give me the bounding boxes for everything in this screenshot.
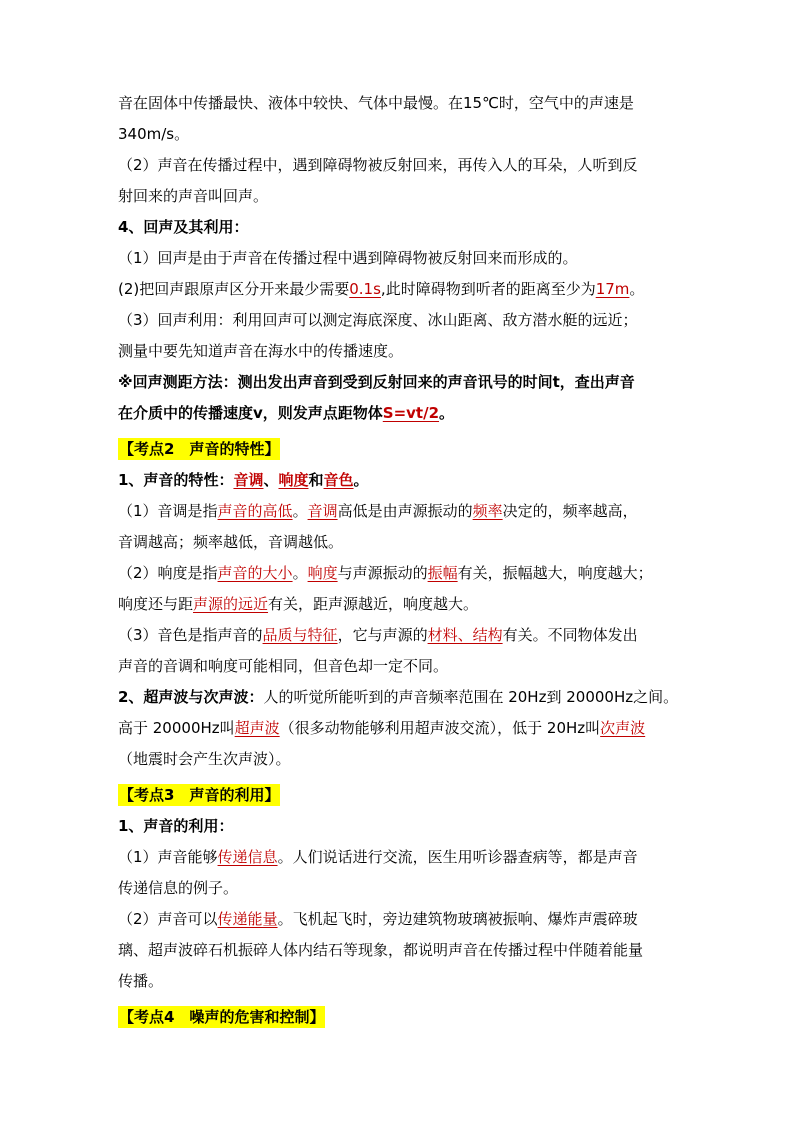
text-segment: 传递信息的例子。 (118, 879, 239, 897)
text-segment: （地震时会产生次声波）。 (118, 750, 291, 768)
text-segment: 高于 20000Hz叫 (118, 719, 235, 737)
key-term: 材料、结构 (427, 626, 503, 644)
key-term: S=vt/2 (382, 404, 440, 422)
text-segment: 340m/s。 (118, 125, 190, 143)
text-segment: 射回来的声音叫回声。 (118, 187, 269, 205)
text-segment: (2)把回声跟原声区分开来最少需要 (118, 280, 350, 298)
text-line (118, 744, 718, 775)
key-term: 品质与特征 (262, 626, 338, 644)
text-segment: 。 (629, 280, 645, 298)
text-segment: 【考点4 噪声的危害和控制】 (119, 1008, 325, 1026)
key-term: 振幅 (427, 564, 458, 582)
text-segment: 人的听觉所能听到的声音频率范围在 20Hz到 20000Hz之间。 (263, 688, 679, 706)
text-segment: 响度还与距 (118, 595, 194, 613)
text-line (118, 651, 718, 682)
text-segment: 。人们说话进行交流，医生用听诊器查病等，都是声音 (277, 848, 638, 866)
text-line (118, 682, 718, 713)
text-segment: 有关，距声源越近，响度越大。 (268, 595, 479, 613)
text-segment: 、 (263, 471, 279, 489)
document-body (118, 88, 718, 1033)
text-segment: 音调越高；频率越低，音调越低。 (118, 533, 344, 551)
text-segment: （1）回声是由于声音在传播过程中遇到障碍物被反射回来而形成的。 (118, 249, 578, 267)
text-segment: ，它与声源的 (337, 626, 428, 644)
text-segment: 。 (353, 471, 369, 489)
key-term: 音色 (323, 471, 354, 489)
text-segment: 2、超声波与次声波： (118, 688, 264, 706)
text-segment: 有关，振幅越大，响度越大； (457, 564, 653, 582)
key-term: 频率 (472, 502, 503, 520)
text-line (118, 558, 718, 589)
text-line (118, 305, 718, 336)
text-segment: 在介质中的传播速度v，则发声点距物体 (118, 404, 383, 422)
text-segment: 传播。 (118, 972, 164, 990)
text-line (118, 212, 718, 243)
text-line (118, 873, 718, 904)
key-term: 响度 (278, 471, 309, 489)
text-line (118, 243, 718, 274)
section-heading (118, 434, 718, 465)
key-term: 音调 (307, 502, 338, 520)
text-line (118, 465, 718, 496)
text-line (118, 842, 718, 873)
text-segment: （1）声音能够 (118, 848, 218, 866)
key-term: 声源的远近 (193, 595, 269, 613)
text-line (118, 589, 718, 620)
text-segment: （1）音调是指 (118, 502, 218, 520)
text-segment: 和 (308, 471, 324, 489)
text-segment: （2）响度是指 (118, 564, 218, 582)
text-line (118, 367, 718, 398)
text-line (118, 527, 718, 558)
key-term: 传递信息 (217, 848, 278, 866)
text-line (118, 620, 718, 651)
text-segment: 音在固体中传播最快、液体中较快、气体中最慢。在15℃时，空气中的声速是 (118, 94, 634, 112)
key-term: 0.1s (349, 280, 381, 298)
text-segment: （3）回声利用：利用回声可以测定海底深度、冰山距离、敌方潜水艇的远近； (118, 311, 638, 329)
text-segment: 高低是由声源振动的 (337, 502, 473, 520)
text-segment: 【考点2 声音的特性】 (119, 440, 280, 458)
text-segment: 。 (292, 564, 308, 582)
text-line (118, 88, 718, 119)
text-segment: 4、回声及其利用： (118, 218, 249, 236)
text-line (118, 336, 718, 367)
section-heading (118, 780, 718, 811)
key-term: 超声波 (234, 719, 280, 737)
text-segment: 【考点3 声音的利用】 (119, 786, 280, 804)
text-segment: 。 (292, 502, 308, 520)
text-segment: 1、声音的利用： (118, 817, 234, 835)
key-term: 音调 (233, 471, 264, 489)
text-segment: 。飞机起飞时，旁边建筑物玻璃被振响、爆炸声震碎玻 (277, 910, 638, 928)
key-term: 传递能量 (217, 910, 278, 928)
text-segment: 声音的音调和响度可能相同，但音色却一定不同。 (118, 657, 449, 675)
key-term: 次声波 (600, 719, 646, 737)
text-segment: （2）声音在传播过程中，遇到障碍物被反射回来，再传入人的耳朵，人听到反 (118, 156, 638, 174)
text-line (118, 274, 718, 305)
text-line (118, 935, 718, 966)
key-term: 响度 (307, 564, 338, 582)
text-line (118, 811, 718, 842)
text-line (118, 150, 718, 181)
text-segment: 璃、超声波碎石机振碎人体内结石等现象，都说明声音在传播过程中伴随着能量 (118, 941, 644, 959)
text-segment: 测量中要先知道声音在海水中的传播速度。 (118, 342, 404, 360)
text-segment: ,此时障碍物到听者的距离至少为 (380, 280, 596, 298)
text-segment: （2）声音可以 (118, 910, 218, 928)
text-line (118, 398, 718, 429)
key-term: 声音的高低 (217, 502, 293, 520)
text-line (118, 904, 718, 935)
text-line (118, 713, 718, 744)
key-term: 17m (595, 280, 630, 298)
text-line (118, 181, 718, 212)
text-line (118, 496, 718, 527)
section-heading (118, 1002, 718, 1033)
key-term: 声音的大小 (217, 564, 293, 582)
text-segment: ※回声测距方法：测出发出声音到受到反射回来的声音讯号的时间t，查出声音 (118, 373, 635, 391)
text-line (118, 119, 718, 150)
text-segment: 与声源振动的 (337, 564, 428, 582)
text-segment: 1、声音的特性： (118, 471, 234, 489)
text-segment: 。 (439, 404, 455, 422)
text-segment: （3）音色是指声音的 (118, 626, 263, 644)
text-segment: 有关。不同物体发出 (502, 626, 638, 644)
text-line (118, 966, 718, 997)
text-segment: 决定的，频率越高， (502, 502, 638, 520)
text-segment: （很多动物能够利用超声波交流），低于 20Hz叫 (279, 719, 601, 737)
